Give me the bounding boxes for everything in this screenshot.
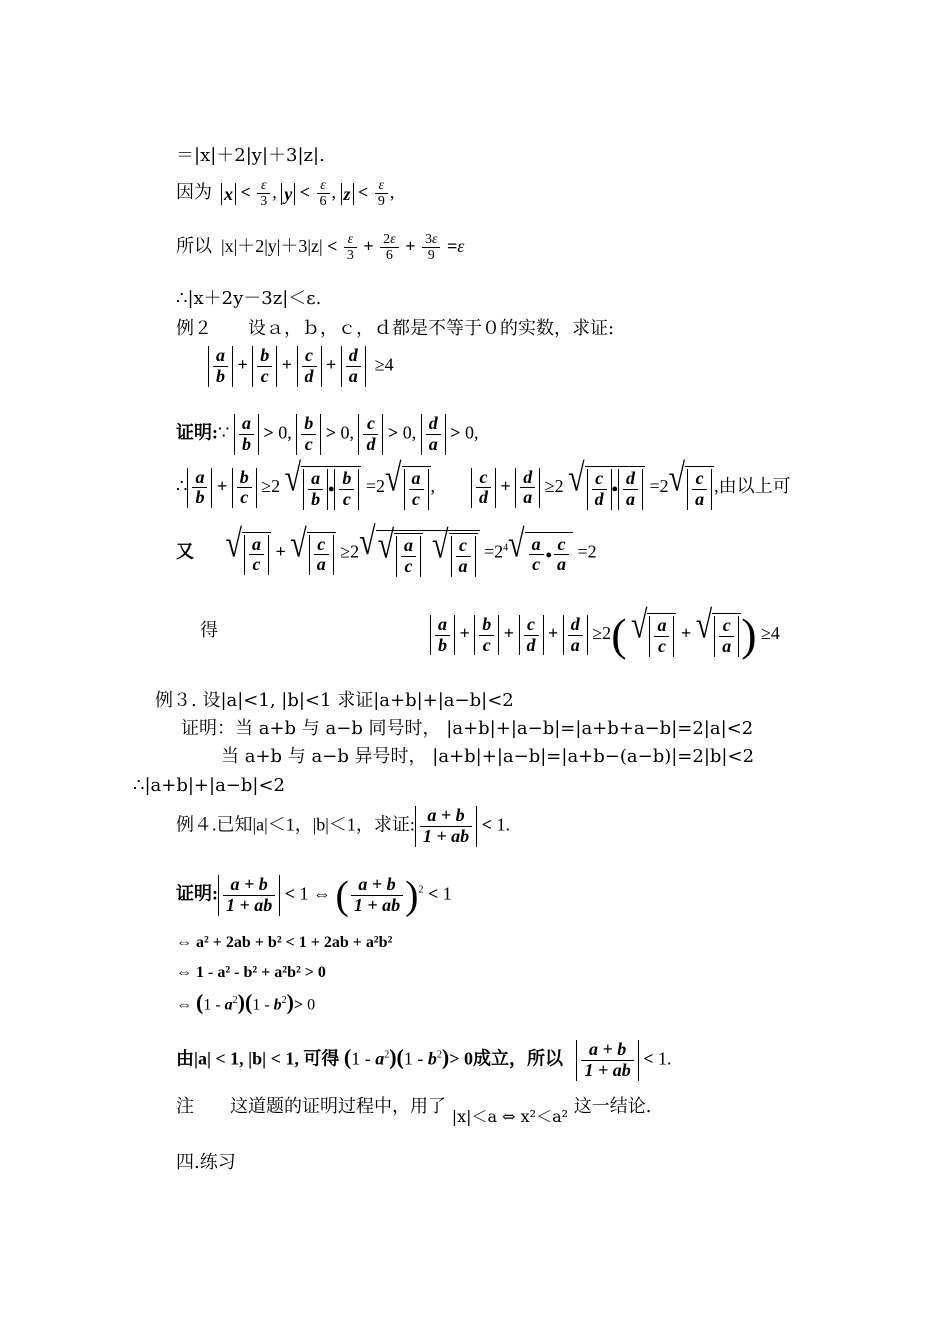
example-4-conclusion: 由|a| < 1, |b| < 1, 可得 $(1 - a^2)(1 - b^2)> 0$成立，所以 $\frac{a + b}{1 + ab}$ < 1. bbox=[176, 1039, 672, 1080]
conclusion-prefix: 由|a| < 1, |b| < 1, 可得 bbox=[176, 1048, 340, 1069]
text-line-3: 所以 |x|＋2|y|＋3|z| < $\frac{\varepsilon}{3}$ + $\frac{2\varepsilon}{6}$ + $\frac{3\varepsilon}{9}$ =ε bbox=[176, 232, 465, 264]
line-prefix: 所以 bbox=[176, 236, 212, 257]
line-prefix: 因为 bbox=[176, 182, 212, 203]
text-line-4: ∴|x＋2y－3z|＜ε. bbox=[176, 288, 322, 309]
proof-conclusion: $\frac{a}{b}$ + $\frac{b}{c}$ + $\frac{c}{d}$ + $\frac{d}{a}$ ≥2( √ $\frac{a}{c}$ + √ $\frac{c}{a}$ ) ≥4 bbox=[430, 612, 780, 658]
note-line bbox=[176, 1096, 652, 1126]
example-4-step-3: ⇔ $(1 - a^2)(1 - b^2)> 0$ bbox=[176, 989, 316, 1015]
example-2-statement: $\frac{a}{b}$ + $\frac{b}{c}$ + $\frac{c}{d}$ + $\frac{d}{a}$ ≥4 bbox=[208, 346, 394, 387]
example-4-step-1: ⇔ a² + 2ab + b² < 1 + 2ab + a²b² bbox=[176, 934, 393, 951]
proof-line-3: 又 √ $\frac{a}{c}$ + √ $\frac{c}{a}$ ≥2 √ √ $\frac{a}{c}$ √ $\frac{c}{a}$ $=2^4$ √ $\frac{a}{c}$ • $\frac{c}{a}$ =2 bbox=[176, 520, 597, 576]
example-4-text: 例４.已知|a|＜1，|b|＜1，求证: bbox=[176, 814, 415, 835]
example-4-step-2: ⇔ 1 - a² - b² + a²b² > 0 bbox=[176, 964, 326, 981]
label-de: 得 bbox=[200, 620, 218, 641]
text-line-1: ＝|x|＋2|y|＋3|z|. bbox=[176, 145, 325, 166]
section-heading-practice: 四.练习 bbox=[176, 1152, 236, 1173]
example-4-proof-1: 证明: $\frac{a + b}{1 + ab}$ < 1 ⇔ ( $\frac{a + b}{1 + ab}$ )$^2$ < 1 bbox=[176, 872, 452, 918]
note-formula: |x|＜a ⇔ x²＜a² bbox=[451, 1107, 569, 1126]
example-3-proof-2: 当 a+b 与 a−b 异号时， |a+b|+|a−b|=|a+b−(a−b)|=2|b|<2 bbox=[221, 746, 755, 767]
example-2-heading: 例２ 设ａ，ｂ，ｃ，ｄ都是不等于０的实数，求证: bbox=[176, 318, 615, 339]
line-suffix: 由以上可 bbox=[718, 475, 791, 496]
text-line-2: 因为 x < $\frac{\varepsilon}{3}$ , y < $\frac{\varepsilon}{6}$ , z < $\frac{\varepsilon}{9}$ , bbox=[176, 178, 395, 210]
line-expr: |x|＋2|y|＋3|z| bbox=[221, 236, 323, 257]
conclusion-mid: > 0成立，所以 bbox=[449, 1048, 563, 1069]
example-3-heading: 例３. 设|a|<1, |b|<1 求证|a+b|+|a−b|<2 bbox=[155, 690, 514, 711]
example-3-proof-1: 证明：当 a+b 与 a−b 同号时， |a+b|+|a−b|=|a+b+a−b|=2|a|<2 bbox=[181, 718, 754, 739]
proof-line-1: 证明:∵ $\frac{a}{b}$ > 0, $\frac{b}{c}$ > 0, $\frac{c}{d}$ > 0, $\frac{d}{a}$ > 0, bbox=[176, 413, 479, 454]
proof-line-2: ∴ $\frac{a}{b}$ + $\frac{b}{c}$ ≥2 √ $\frac{a}{b}$ • $\frac{b}{c}$ =2 √ $\frac{a}{c}$ , $\frac{c}{d}$ + $\frac{d}{a}$ ≥2 √ $\frac{c}{d}$ • $\frac{d}{a}$ =2 √ $\frac{c}{a}$ ,由以上可 bbox=[176, 456, 791, 509]
proof-label-4: 证明: bbox=[176, 883, 218, 904]
example-3-conclusion: ∴|a+b|+|a−b|<2 bbox=[133, 775, 285, 796]
note-text-a: 注 这道题的证明过程中，用了 bbox=[176, 1096, 446, 1117]
proof-label: 证明: bbox=[176, 422, 218, 443]
note-text-b: 这一结论. bbox=[573, 1096, 652, 1117]
label-you: 又 bbox=[176, 541, 194, 562]
iff-symbol: ⇔ bbox=[176, 996, 192, 1014]
example-4-heading: 例４.已知|a|＜1，|b|＜1，求证: $\frac{a + b}{1 + ab}$ < 1. bbox=[176, 805, 510, 846]
